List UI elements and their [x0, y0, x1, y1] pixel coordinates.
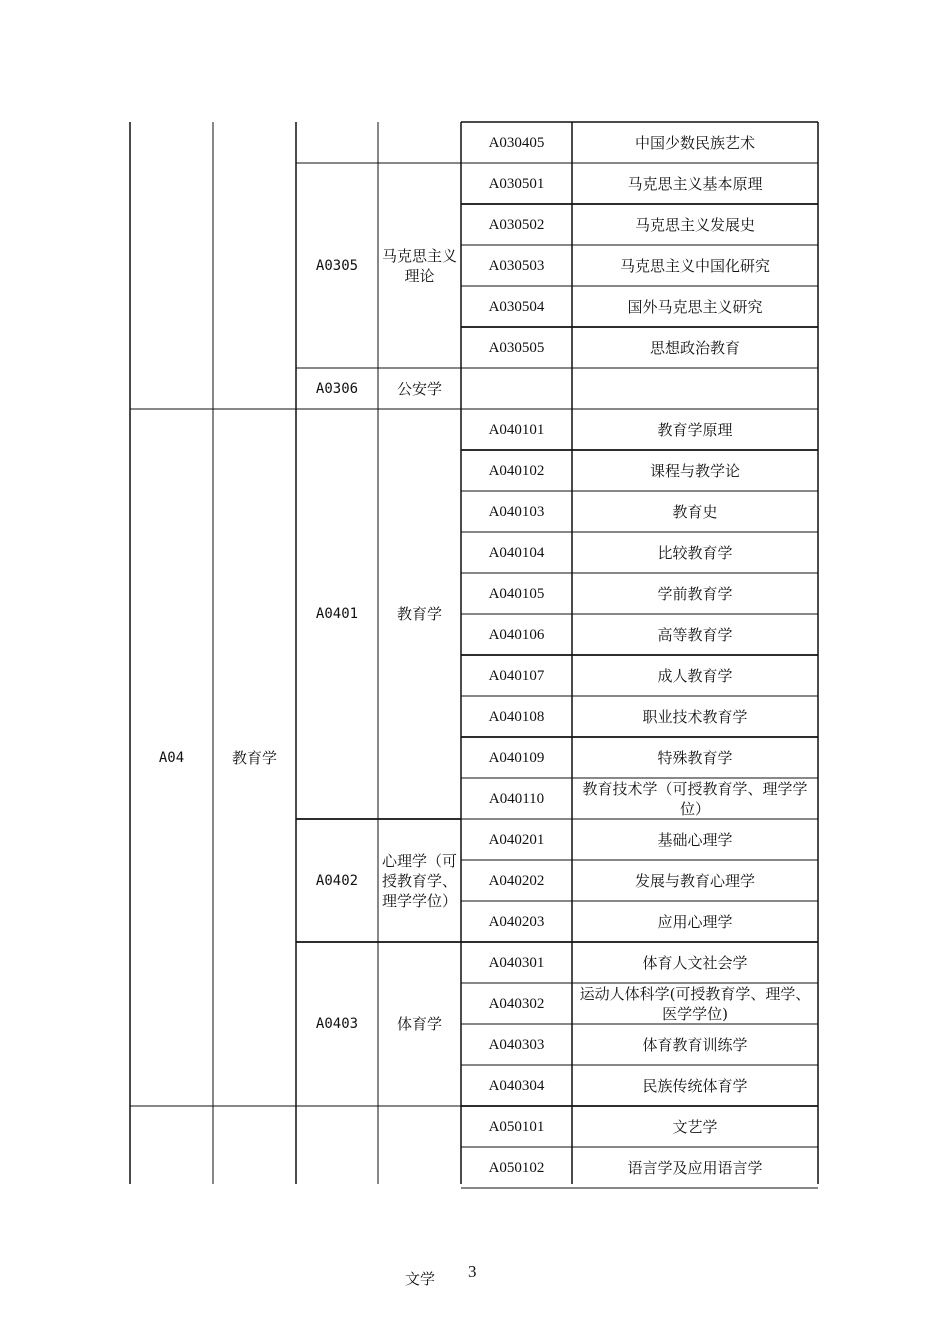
level3-name-cell: 教育技术学（可授教育学、理学学位）: [582, 779, 808, 818]
level3-name-cell: 中国少数民族艺术: [634, 133, 755, 152]
level3-name-cell: 马克思主义中国化研究: [619, 256, 770, 275]
level3-code-cell: A040110: [488, 790, 545, 807]
level3-code-cell: A040109: [488, 749, 545, 766]
page-number: 3: [468, 1262, 477, 1281]
level1-name-cell: [213, 1106, 296, 1188]
level2-name-cell: 教育学: [396, 605, 442, 623]
level2-code-cell: A0403: [315, 1016, 359, 1032]
level2-code-cell: [296, 1106, 378, 1188]
level3-name-cell: 马克思主义发展史: [634, 215, 755, 234]
level3-code-cell: A040303: [488, 1036, 545, 1053]
level3-code-cell: A050101: [488, 1118, 545, 1135]
level3-code-cell: A030505: [488, 339, 545, 356]
level3-code-cell: A040105: [488, 585, 545, 602]
level3-code-cell: A030503: [488, 257, 545, 274]
footer-section-label: 文学: [405, 1270, 436, 1288]
level1-code-cell: [130, 1106, 213, 1188]
level3-name-cell: 马克思主义基本原理: [627, 174, 763, 193]
level2-code-cell: [296, 122, 378, 163]
level2-code-cell: A0401: [315, 606, 359, 622]
level3-name-cell: 体育人文社会学: [642, 953, 748, 972]
level3-name-cell: 运动人体科学(可授教育学、理学、医学学位): [579, 984, 811, 1023]
level3-code-cell: A040102: [488, 462, 545, 479]
level3-name-cell: 职业技术教育学: [642, 707, 748, 726]
level3-name-cell: 国外马克思主义研究: [627, 297, 763, 316]
level3-code-cell: A040106: [488, 626, 545, 643]
level3-name-cell: 课程与教学论: [649, 461, 740, 480]
level3-code-cell: A040203: [488, 913, 545, 930]
level3-code-cell: A040201: [488, 831, 545, 848]
level3-name-cell: [572, 368, 818, 409]
level3-name-cell: 应用心理学: [657, 912, 733, 931]
level1-name-cell: [213, 122, 296, 409]
level3-code-cell: A050102: [488, 1159, 545, 1176]
level3-code-cell: A040101: [488, 421, 545, 438]
level2-name-cell: 心理学（可授教育学、理学学位）: [381, 851, 457, 910]
level3-code-cell: A040107: [488, 667, 545, 684]
level3-code-cell: A030501: [488, 175, 545, 192]
level3-code-cell: A030405: [488, 134, 545, 151]
level3-code-cell: A040202: [488, 872, 545, 889]
level2-name-cell: 公安学: [396, 379, 442, 398]
level3-name-cell: 特殊教育学: [657, 748, 733, 767]
level3-name-cell: 教育学原理: [657, 420, 733, 439]
level3-name-cell: 学前教育学: [657, 584, 733, 603]
level3-name-cell: 成人教育学: [657, 666, 733, 685]
level2-code-cell: A0306: [315, 380, 359, 397]
level3-code-cell: A040103: [488, 503, 545, 520]
level2-code-cell: A0402: [315, 872, 359, 889]
level3-code-cell: [461, 368, 572, 409]
level1-name-cell: 教育学: [231, 748, 277, 767]
level2-name-cell: 马克思主义理论: [381, 246, 457, 285]
level3-code-cell: A030502: [488, 216, 545, 233]
level3-name-cell: 比较教育学: [657, 543, 733, 562]
level3-name-cell: 基础心理学: [657, 830, 733, 849]
level2-code-cell: A0305: [315, 257, 359, 274]
level3-name-cell: 语言学及应用语言学: [627, 1158, 763, 1177]
level2-name-cell: 体育学: [396, 1015, 442, 1033]
level3-code-cell: A040108: [488, 708, 545, 725]
level3-name-cell: 思想政治教育: [649, 338, 740, 357]
level3-code-cell: A040302: [488, 995, 545, 1012]
level3-name-cell: 发展与教育心理学: [634, 871, 755, 890]
level3-name-cell: 高等教育学: [657, 625, 733, 644]
level3-code-cell: A040304: [488, 1077, 545, 1094]
level3-name-cell: 教育史: [672, 502, 718, 521]
level3-code-cell: A030504: [488, 298, 545, 315]
level3-code-cell: A040104: [488, 544, 545, 561]
level3-name-cell: 体育教育训练学: [642, 1035, 748, 1054]
level3-name-cell: 文艺学: [672, 1117, 718, 1136]
level2-name-cell: [378, 1106, 461, 1188]
level3-code-cell: A040301: [488, 954, 545, 971]
level3-name-cell: 民族传统体育学: [642, 1076, 748, 1095]
level1-code-cell: [130, 122, 213, 409]
level2-name-cell: [378, 122, 461, 163]
level1-code-cell: A04: [158, 749, 185, 766]
